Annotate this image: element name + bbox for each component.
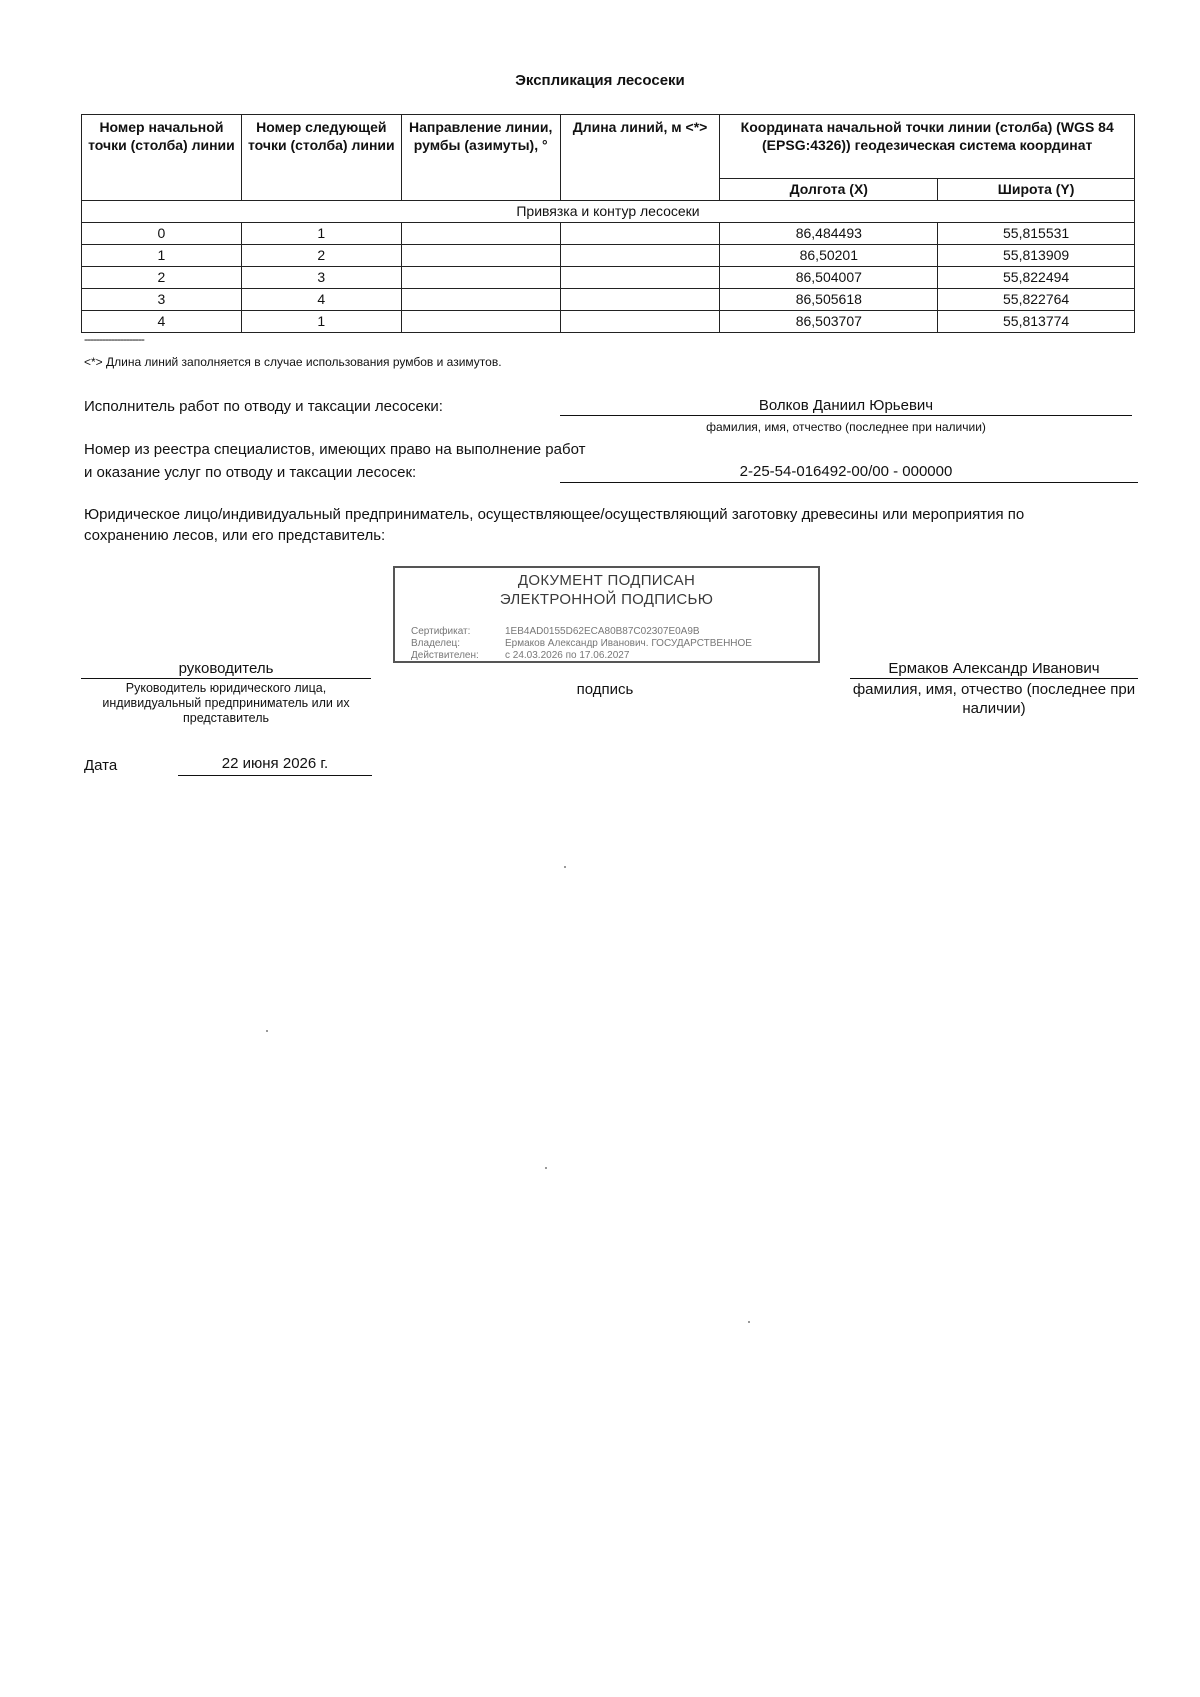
stamp-owner-value: Ермаков Александр Иванович. ГОСУДАРСТВЕННОЕ <box>505 638 752 649</box>
signatory-name-line <box>850 678 1138 679</box>
date-label: Дата <box>84 757 118 774</box>
cell-length <box>560 245 720 267</box>
table-row <box>82 245 1135 267</box>
stamp-title-line1: ДОКУМЕНТ ПОДПИСАН <box>517 572 696 589</box>
cell-longitude: 86,505618 <box>720 289 938 311</box>
table-row <box>82 311 1135 333</box>
legal-entity-line2: сохранению лесов, или его представитель: <box>84 527 386 544</box>
executor-name: Волков Даниил Юрьевич <box>758 397 934 414</box>
cell-direction <box>401 311 560 333</box>
signature-caption: подпись <box>576 681 634 698</box>
cell-direction <box>401 289 560 311</box>
cell-start: 1 <box>82 245 242 267</box>
scan-speck <box>564 866 566 868</box>
cell-length <box>560 289 720 311</box>
section-label: Привязка и контур лесосеки <box>82 201 1135 223</box>
header-direction: Направление линии, румбы (азимуты), ° <box>401 115 560 201</box>
cell-longitude: 86,504007 <box>720 267 938 289</box>
header-next-point: Номер следующей точки (столба) линии <box>241 115 401 201</box>
cell-latitude: 55,822494 <box>938 267 1135 289</box>
cell-next: 3 <box>241 267 401 289</box>
stamp-valid-value: с 24.03.2026 по 17.06.2027 <box>505 650 630 661</box>
cell-longitude: 86,484493 <box>720 223 938 245</box>
header-longitude: Долгота (X) <box>720 179 938 201</box>
date-value: 22 июня 2026 г. <box>221 755 329 772</box>
table-header-row <box>82 115 1135 179</box>
legal-entity-line1: Юридическое лицо/индивидуальный предприниматель, осуществляющее/осуществляющий заготовку древесины или мероприятия по <box>84 506 1025 523</box>
stamp-validity <box>411 650 629 661</box>
executor-name-line <box>560 415 1132 416</box>
registry-number-line <box>560 482 1138 483</box>
cell-start: 2 <box>82 267 242 289</box>
header-length: Длина линий, м <*> <box>560 115 720 201</box>
cell-length <box>560 267 720 289</box>
cell-latitude: 55,815531 <box>938 223 1135 245</box>
table-row <box>82 267 1135 289</box>
cell-latitude: 55,822764 <box>938 289 1135 311</box>
executor-label: Исполнитель работ по отводу и таксации лесосеки: <box>84 398 443 415</box>
stamp-valid-label: Действителен: <box>411 650 479 661</box>
cell-longitude: 86,50201 <box>720 245 938 267</box>
registry-label-line1: Номер из реестра специалистов, имеющих право на выполнение работ <box>84 441 586 458</box>
scan-speck <box>748 1321 750 1323</box>
cell-start: 0 <box>82 223 242 245</box>
cell-longitude: 86,503707 <box>720 311 938 333</box>
cell-latitude: 55,813774 <box>938 311 1135 333</box>
cell-direction <box>401 245 560 267</box>
stamp-owner-label: Владелец: <box>411 638 461 649</box>
footnote-separator: -------------------- <box>84 332 144 346</box>
stamp-certificate <box>411 626 700 637</box>
signatory-name-caption: фамилия, имя, отчество (последнее при наличии) <box>852 681 1136 717</box>
date-line <box>178 775 372 776</box>
stamp-title-line2: ЭЛЕКТРОННОЙ ПОДПИСЬЮ <box>499 591 714 608</box>
stamp-cert-value: 1EB4AD0155D62ECA80B87C02307E0A9B <box>505 626 700 637</box>
registry-number: 2-25-54-016492-00/00 - 000000 <box>739 463 953 480</box>
registry-label-line2: и оказание услуг по отводу и таксации лесосек: <box>84 464 417 481</box>
header-start-point: Номер начальной точки (столба) линии <box>82 115 242 201</box>
scan-speck <box>266 1030 268 1032</box>
signatory-position-caption: Руководитель юридического лица, индивидуальный предприниматель или их представитель <box>102 681 350 725</box>
signatory-position-line <box>81 678 371 679</box>
header-latitude: Широта (Y) <box>938 179 1135 201</box>
table-row <box>82 223 1135 245</box>
footnote-text: <*> Длина линий заполняется в случае использования румбов и азимутов. <box>84 355 502 369</box>
cell-start: 3 <box>82 289 242 311</box>
electronic-signature-stamp <box>393 566 820 663</box>
signatory-name: Ермаков Александр Иванович <box>888 660 1100 677</box>
cell-length <box>560 311 720 333</box>
scan-speck <box>545 1167 547 1169</box>
header-coordinates: Координата начальной точки линии (столба) (WGS 84 (EPSG:4326)) геодезическая система координат <box>720 115 1135 179</box>
table-row <box>82 289 1135 311</box>
table-section-row <box>82 201 1135 223</box>
cell-next: 1 <box>241 311 401 333</box>
document-title: Экспликация лесосеки <box>515 72 685 89</box>
stamp-owner <box>411 638 752 649</box>
cell-next: 2 <box>241 245 401 267</box>
executor-caption: фамилия, имя, отчество (последнее при наличии) <box>706 420 986 434</box>
cell-direction <box>401 223 560 245</box>
explication-table <box>81 114 1135 333</box>
cell-next: 4 <box>241 289 401 311</box>
signatory-position: руководитель <box>178 660 274 677</box>
cell-next: 1 <box>241 223 401 245</box>
stamp-cert-label: Сертификат: <box>411 626 471 637</box>
cell-latitude: 55,813909 <box>938 245 1135 267</box>
cell-direction <box>401 267 560 289</box>
cell-start: 4 <box>82 311 242 333</box>
cell-length <box>560 223 720 245</box>
